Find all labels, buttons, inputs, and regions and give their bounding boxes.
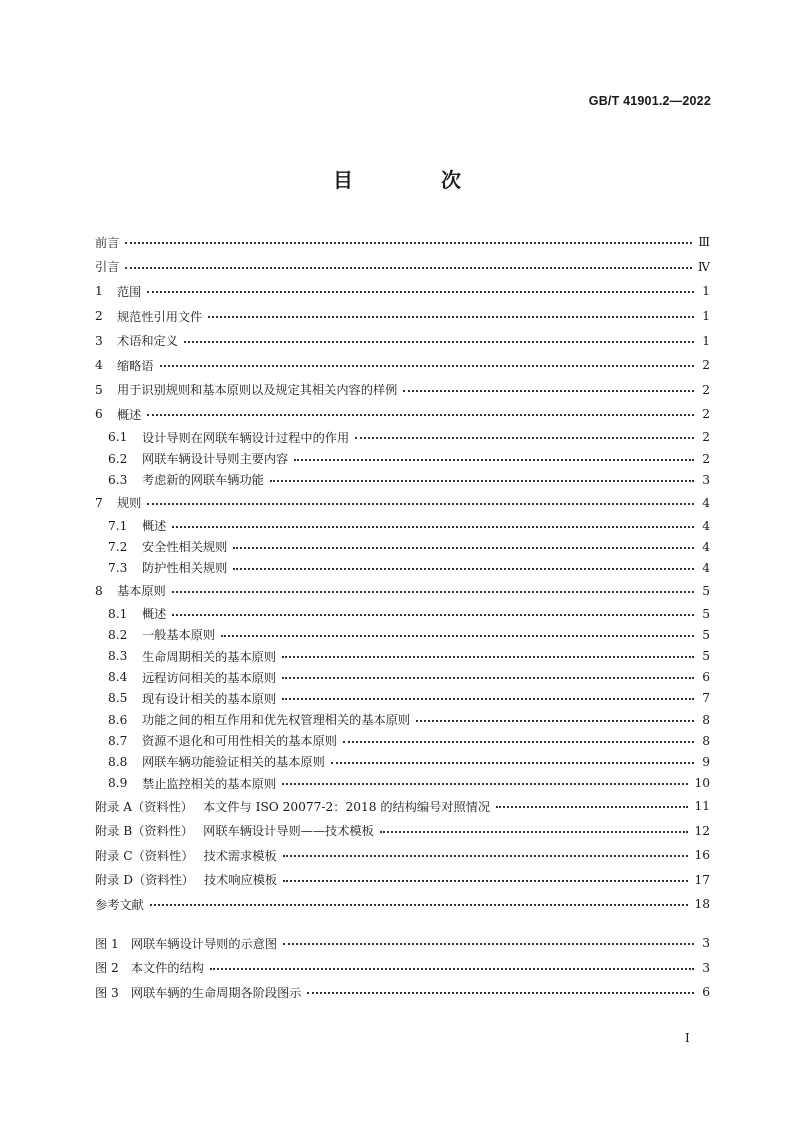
toc-entry-number: 8.5 xyxy=(108,691,128,706)
figure-title: 本文件的结构 xyxy=(130,961,204,976)
toc-entry-title: 资源不退化和可用性相关的基本原则 xyxy=(142,734,337,749)
toc-page-number: 2 xyxy=(702,382,710,397)
leader-dots xyxy=(343,741,694,743)
toc-entry-number: 附录 C（资料性） xyxy=(95,848,194,863)
leader-dots xyxy=(172,591,694,593)
figure-list-entry[interactable] xyxy=(95,955,710,980)
leader-dots xyxy=(147,503,694,505)
toc-entry-number: 8.2 xyxy=(108,627,128,642)
toc-entry[interactable] xyxy=(95,515,710,536)
leader-dots xyxy=(210,968,694,970)
toc-entry-title: 基本原则 xyxy=(117,584,166,599)
toc-entry-number: 附录 B（资料性） xyxy=(95,824,194,839)
toc-entry-number: 8.7 xyxy=(108,733,128,748)
leader-dots xyxy=(283,880,688,882)
leader-dots xyxy=(282,783,688,785)
leader-dots xyxy=(160,365,694,367)
toc-entry-title: 远程访问相关的基本原则 xyxy=(142,670,277,685)
toc-page-number: 11 xyxy=(694,799,710,814)
toc-entry-number: 3 xyxy=(95,333,103,348)
toc-entry-title: 防护性相关规则 xyxy=(142,561,228,576)
toc-page-number: 8 xyxy=(702,733,710,748)
toc-entry[interactable] xyxy=(95,688,710,709)
toc-entry-number: 8.4 xyxy=(108,670,128,685)
toc-entry-title: 缩略语 xyxy=(117,358,154,373)
toc-entry-number: 7.3 xyxy=(108,560,128,575)
toc-entry-number: 6 xyxy=(95,407,103,422)
leader-dots xyxy=(147,291,694,293)
toc-page-number: 2 xyxy=(702,407,710,422)
toc-entry-title: 网联车辆设计导则主要内容 xyxy=(142,452,289,467)
toc-entry-title: 网联车辆功能验证相关的基本原则 xyxy=(142,755,325,770)
toc-page-number: 5 xyxy=(702,583,710,598)
toc-entry[interactable] xyxy=(95,667,710,688)
toc-entry[interactable] xyxy=(95,709,710,730)
toc-entry-number: 2 xyxy=(95,309,103,324)
toc-entry-number: 8.6 xyxy=(108,712,128,727)
toc-entry[interactable] xyxy=(95,230,710,255)
toc-entry-number: 附录 A（资料性） xyxy=(95,799,193,814)
toc-entry-title: 现有设计相关的基本原则 xyxy=(142,691,277,706)
toc-entry[interactable] xyxy=(95,868,710,893)
toc-entry-number: 6.1 xyxy=(108,430,128,445)
leader-dots xyxy=(282,698,694,700)
toc-entry-title: 考虑新的网联车辆功能 xyxy=(142,473,264,488)
figure-number: 图 3 xyxy=(95,985,119,1000)
toc-page-number: 6 xyxy=(702,670,710,685)
toc-page-number: 4 xyxy=(702,518,710,533)
toc-entry-title: 规范性引用文件 xyxy=(117,309,203,324)
leader-dots xyxy=(283,855,689,857)
toc-entry[interactable] xyxy=(95,490,710,515)
toc-entry-number: 1 xyxy=(95,284,103,299)
toc-entry[interactable] xyxy=(95,378,710,403)
figure-list-entry[interactable] xyxy=(95,931,710,956)
toc-entry[interactable] xyxy=(95,751,710,772)
toc-entry-title: 网联车辆设计导则——技术模板 xyxy=(203,824,374,839)
toc-entry-title: 引言 xyxy=(95,260,120,275)
toc-entry[interactable] xyxy=(95,843,710,868)
toc-entry-number: 4 xyxy=(95,358,103,373)
toc-page-number: 9 xyxy=(702,754,710,769)
toc-entry-number: 8.9 xyxy=(108,776,128,791)
toc-page-number: 5 xyxy=(702,606,710,621)
toc-entry-number: 附录 D（资料性） xyxy=(95,873,194,888)
toc-page-number: 16 xyxy=(694,848,710,863)
toc-entry-title: 功能之间的相互作用和优先权管理相关的基本原则 xyxy=(142,713,411,728)
toc-entry[interactable] xyxy=(95,794,710,819)
toc-entry-title: 范围 xyxy=(117,284,142,299)
page-title: 目 次 xyxy=(333,168,495,192)
toc-entry[interactable] xyxy=(95,328,710,353)
toc-page-number: 1 xyxy=(702,333,710,348)
toc-entry-title: 前言 xyxy=(95,235,120,250)
toc-entry-number: 8.3 xyxy=(108,649,128,664)
toc-entry[interactable] xyxy=(95,603,710,624)
toc-entry-title: 设计导则在网联车辆设计过程中的作用 xyxy=(142,430,350,445)
toc-entry[interactable] xyxy=(95,624,710,645)
toc-page-number: 1 xyxy=(702,309,710,324)
leader-dots xyxy=(380,831,689,833)
toc-page-number: 5 xyxy=(702,649,710,664)
toc-page-number: 2 xyxy=(702,430,710,445)
figure-list-entry[interactable] xyxy=(95,980,710,1005)
toc-entry-title: 参考文献 xyxy=(95,897,144,912)
toc-entry-title: 规则 xyxy=(117,496,142,511)
figure-number: 图 1 xyxy=(95,936,119,951)
section-gap xyxy=(95,917,710,931)
toc-entry-number: 8.8 xyxy=(108,754,128,769)
toc-page-number: 2 xyxy=(702,358,710,373)
toc-entry-number: 7 xyxy=(95,495,103,510)
toc-entry[interactable] xyxy=(95,645,710,666)
toc-page-number: 3 xyxy=(702,960,710,975)
toc-entry[interactable] xyxy=(95,402,710,427)
toc-page-number: 10 xyxy=(694,776,710,791)
toc-entry-number: 6.3 xyxy=(108,472,128,487)
figure-title: 网联车辆的生命周期各阶段图示 xyxy=(130,985,302,1000)
toc-entry-number: 5 xyxy=(95,382,103,397)
leader-dots xyxy=(294,459,694,461)
toc-entry-title: 技术需求模板 xyxy=(203,848,277,863)
toc-entry-number: 7.1 xyxy=(108,518,128,533)
leader-dots xyxy=(307,992,694,994)
toc-entry-title: 禁止监控相关的基本原则 xyxy=(142,776,277,791)
toc-entry[interactable] xyxy=(95,353,710,378)
toc-entry-number: 8 xyxy=(95,583,103,598)
toc-page-number: 8 xyxy=(702,712,710,727)
leader-dots xyxy=(496,806,688,808)
toc-entry-title: 术语和定义 xyxy=(117,334,178,349)
leader-dots xyxy=(282,656,694,658)
leader-dots xyxy=(208,316,694,318)
leader-dots xyxy=(233,547,694,549)
leader-dots xyxy=(233,568,694,570)
toc-entry-title: 本文件与 ISO 20077-2：2018 的结构编号对照情况 xyxy=(203,799,491,814)
toc-page-number: 18 xyxy=(694,897,710,912)
toc-page-number: 2 xyxy=(702,451,710,466)
leader-dots xyxy=(416,720,694,722)
toc-page-number: 12 xyxy=(694,823,710,838)
leader-dots xyxy=(172,526,694,528)
toc-entry[interactable] xyxy=(95,578,710,603)
toc-entry[interactable] xyxy=(95,427,710,448)
toc-entry[interactable] xyxy=(95,469,710,490)
leader-dots xyxy=(184,341,694,343)
toc-entry[interactable] xyxy=(95,773,710,794)
toc-entry-title: 技术响应模板 xyxy=(203,873,278,888)
toc-entry[interactable] xyxy=(95,557,710,578)
toc-page-number: 5 xyxy=(702,627,710,642)
toc-page-number: 4 xyxy=(702,495,710,510)
toc-page-number: Ⅲ xyxy=(698,235,710,250)
leader-dots xyxy=(282,677,694,679)
leader-dots xyxy=(331,762,694,764)
toc-entry-title: 概述 xyxy=(142,607,167,622)
page-number: I xyxy=(685,1031,690,1045)
leader-dots xyxy=(403,390,694,392)
toc-entry-title: 用于识别规则和基本原则以及规定其相关内容的样例 xyxy=(117,383,398,398)
toc-entry-number: 7.2 xyxy=(108,539,128,554)
leader-dots xyxy=(125,267,691,269)
toc-entry[interactable] xyxy=(95,892,710,917)
toc-entry-number: 6.2 xyxy=(108,451,128,466)
toc-entry[interactable] xyxy=(95,304,710,329)
toc-entry-title: 生命周期相关的基本原则 xyxy=(142,649,277,664)
toc-entry-title: 概述 xyxy=(142,519,167,533)
toc-page-number: 4 xyxy=(702,560,710,575)
toc-page-number: 17 xyxy=(694,872,710,887)
leader-dots xyxy=(147,414,694,416)
leader-dots xyxy=(283,943,694,945)
toc-page-number: 6 xyxy=(702,985,710,1000)
table-of-contents xyxy=(95,230,710,1005)
toc-entry[interactable] xyxy=(95,818,710,843)
figure-title: 网联车辆设计导则的示意图 xyxy=(130,936,278,951)
toc-page-number: 7 xyxy=(702,691,710,706)
leader-dots xyxy=(270,480,694,482)
toc-entry-number: 8.1 xyxy=(108,606,128,621)
toc-page-number: Ⅳ xyxy=(697,259,710,274)
toc-page-number: 3 xyxy=(702,472,710,487)
leader-dots xyxy=(221,635,694,637)
toc-entry-title: 概述 xyxy=(117,407,142,422)
toc-entry[interactable] xyxy=(95,279,710,304)
toc-entry[interactable] xyxy=(95,255,710,280)
toc-entry[interactable] xyxy=(95,536,710,557)
toc-page-number: 3 xyxy=(702,936,710,951)
figure-number: 图 2 xyxy=(95,961,119,976)
leader-dots xyxy=(150,904,689,906)
toc-entry[interactable] xyxy=(95,448,710,469)
leader-dots xyxy=(125,242,692,244)
toc-page-number: 1 xyxy=(702,284,710,299)
toc-entry-title: 一般基本原则 xyxy=(142,628,216,643)
standard-code: GB/T 41901.2—2022 xyxy=(588,94,711,108)
leader-dots xyxy=(172,614,694,616)
toc-entry-title: 安全性相关规则 xyxy=(142,540,228,555)
toc-entry[interactable] xyxy=(95,730,710,751)
toc-page-number: 4 xyxy=(702,539,710,554)
leader-dots xyxy=(355,437,694,439)
